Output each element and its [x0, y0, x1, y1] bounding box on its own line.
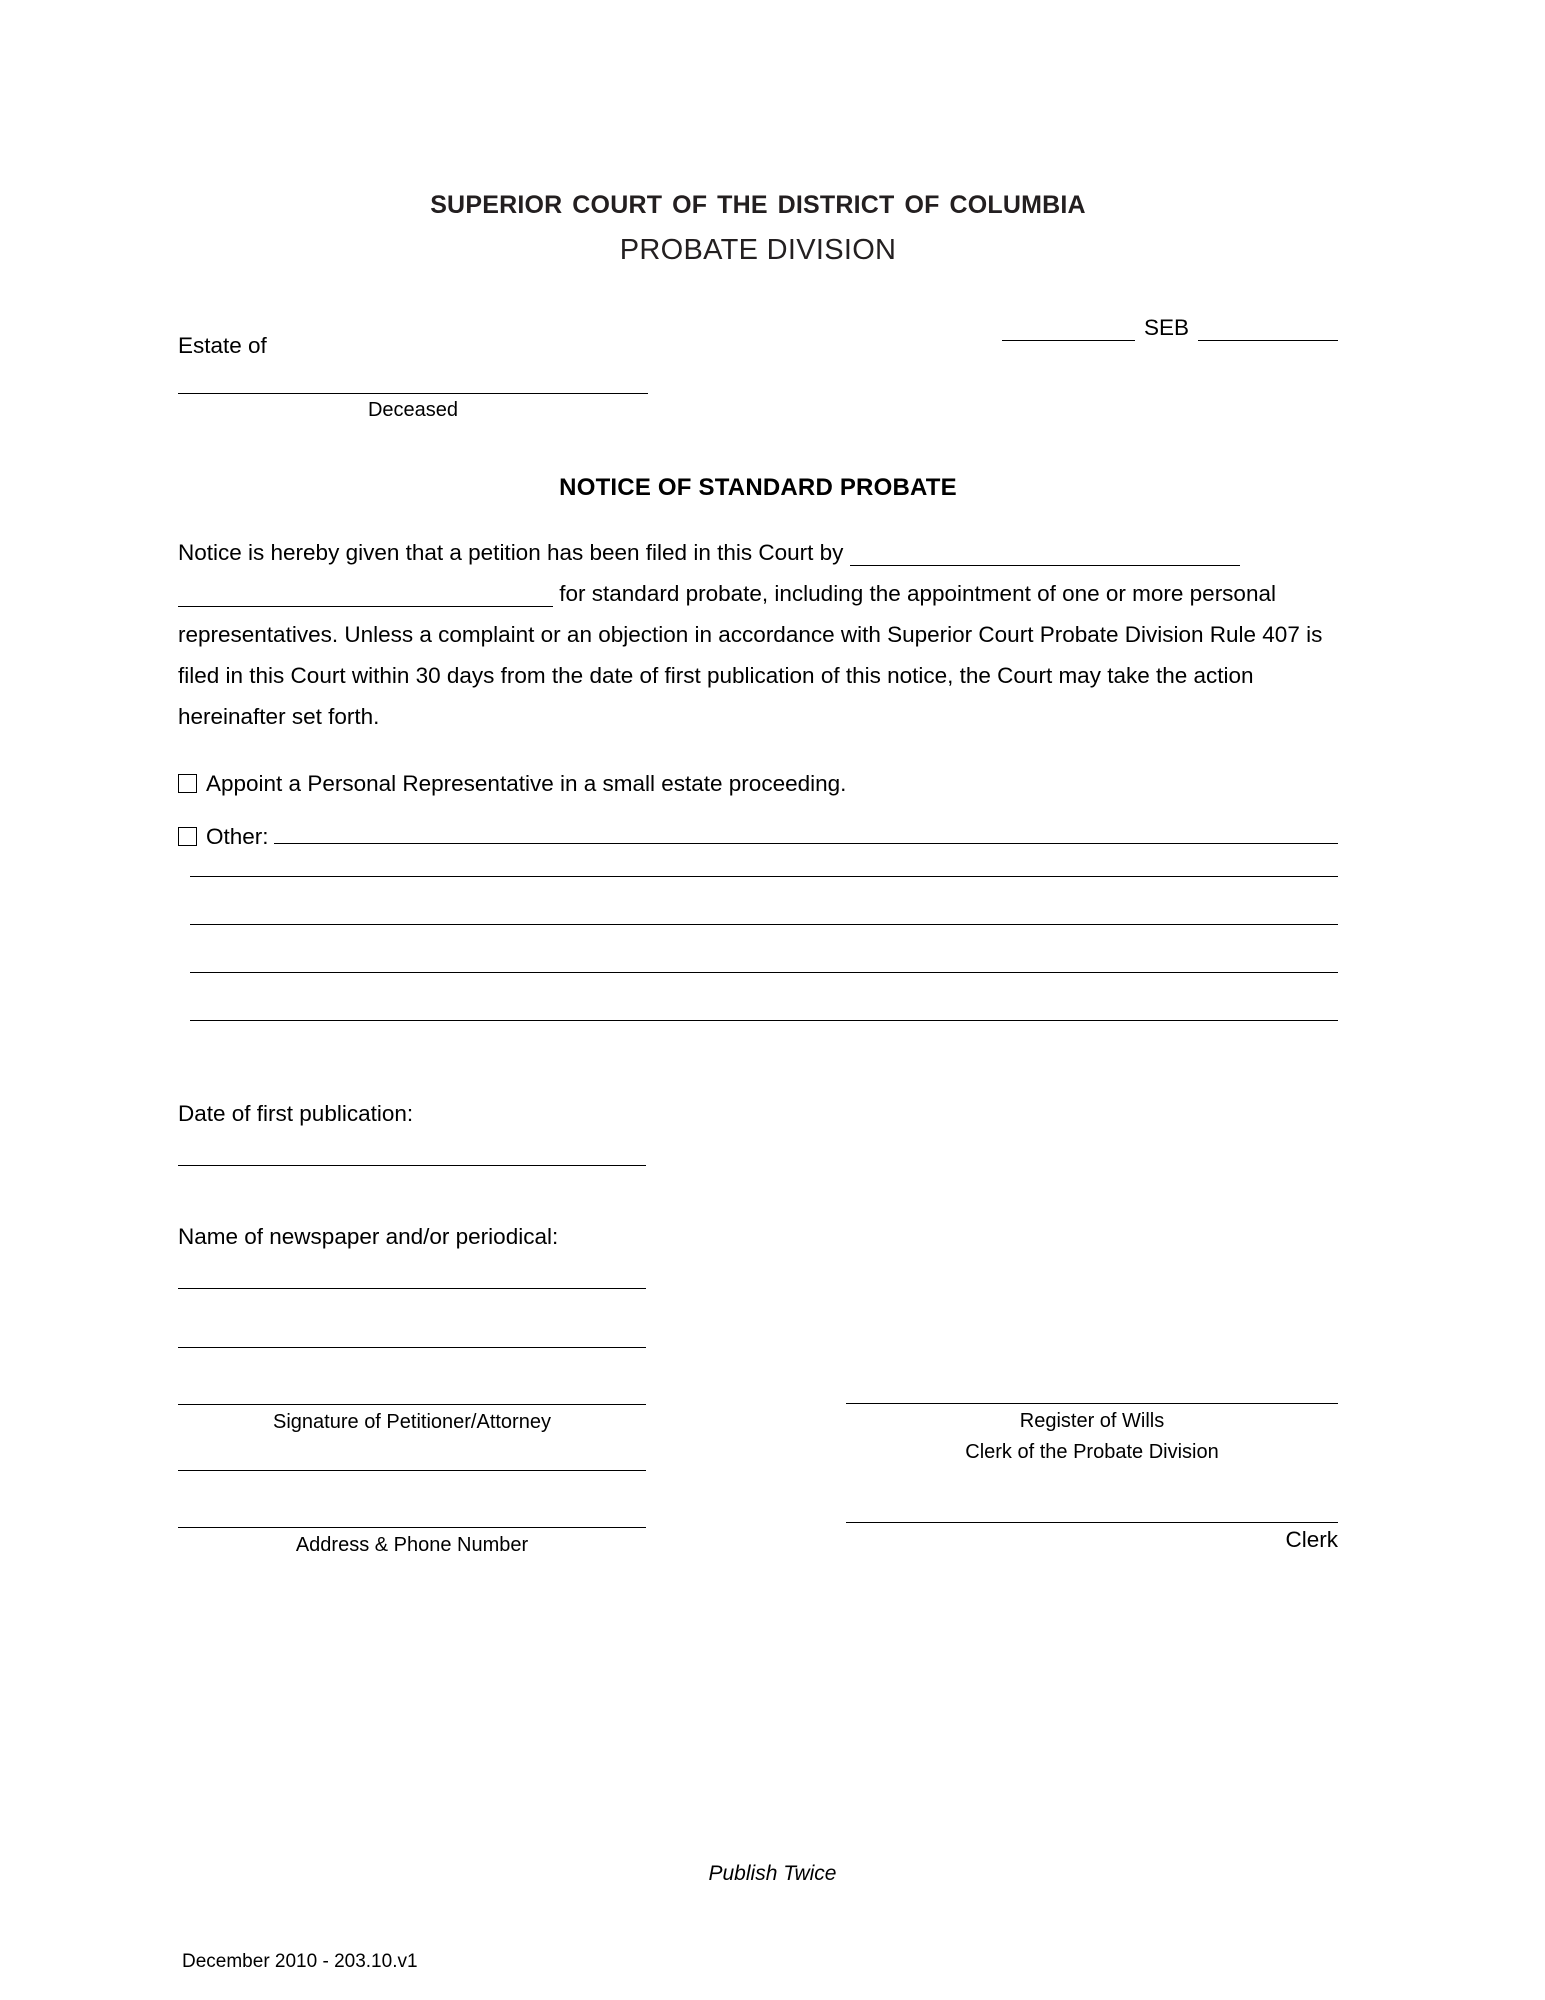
notice-paragraph-part2: for standard probate, including the appointment of one or more personal representatives. Unless a complaint or an objection in accordance with Superior Court Probate Division Rule 407 is filed in this Court within 30 days from the date of first publication of this notice, the Court may take the action hereinafter set forth.	[178, 581, 1323, 730]
continuation-line[interactable]	[190, 972, 1338, 973]
form-version-label: December 2010 - 203.10.v1	[182, 1951, 418, 1972]
register-of-wills-caption-line2: Clerk of the Probate Division	[965, 1440, 1219, 1463]
seb-blank-right[interactable]	[1198, 317, 1338, 342]
seb-blank-left[interactable]	[1002, 317, 1135, 342]
signature-right-column	[846, 1347, 1338, 1553]
option-label-appoint-pr: Appoint a Personal Representative in a small estate proceeding.	[206, 771, 847, 797]
estate-of-label: Estate of	[178, 333, 267, 359]
notice-paragraph-part1: Notice is hereby given that a petition has been filed in this Court by	[178, 540, 844, 566]
petitioner-name-field-1[interactable]	[850, 542, 1240, 566]
petitioner-signature-caption: Signature of Petitioner/Attorney	[273, 1410, 551, 1433]
signature-area	[178, 1347, 1338, 1597]
continuation-line[interactable]	[190, 924, 1338, 925]
notice-paragraph	[178, 532, 1338, 737]
publication-block	[178, 1101, 1338, 1289]
petitioner-name-field-2[interactable]	[178, 583, 553, 607]
court-title: superior court of the district of columbia	[430, 182, 1086, 221]
checkbox-icon-other[interactable]	[178, 827, 197, 846]
page-title: NOTICE OF STANDARD PROBATE	[559, 474, 957, 502]
date-of-first-publication-field[interactable]	[178, 1165, 646, 1166]
deceased-label: Deceased	[367, 399, 459, 422]
checkbox-icon-appoint-pr[interactable]	[178, 774, 197, 793]
newspaper-name-field[interactable]	[178, 1288, 646, 1289]
seb-label: SEB	[1143, 315, 1189, 340]
signature-left-column	[178, 1347, 646, 1559]
address-phone-caption: Address & Phone Number	[295, 1533, 529, 1556]
publish-twice-note: Publish Twice	[708, 1862, 837, 1885]
date-of-first-publication-label: Date of first publication:	[178, 1100, 414, 1126]
division-title: PROBATE DIVISION	[619, 234, 897, 266]
continuation-line[interactable]	[190, 1020, 1338, 1021]
register-of-wills-caption-line1: Register of Wills	[1019, 1409, 1165, 1432]
option-label-other: Other:	[206, 823, 269, 849]
document-content	[178, 0, 1338, 1597]
clerk-caption: Clerk	[1285, 1526, 1338, 1552]
other-description-field[interactable]	[274, 822, 1338, 844]
option-row-other[interactable]	[178, 822, 1338, 850]
other-continuation-lines	[178, 876, 1338, 1021]
continuation-line[interactable]	[190, 876, 1338, 877]
newspaper-name-label: Name of newspaper and/or periodical:	[178, 1223, 559, 1249]
option-row-appoint-pr[interactable]	[178, 771, 1338, 797]
action-options	[178, 771, 1338, 850]
